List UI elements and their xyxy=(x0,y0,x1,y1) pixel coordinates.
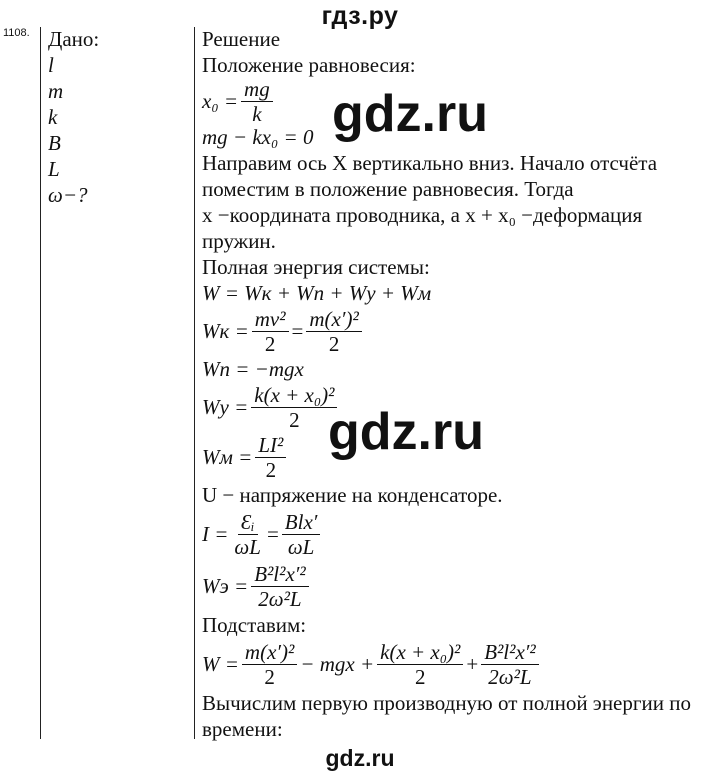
watermark: gdz.ru xyxy=(328,403,484,461)
i-fraction-1 xyxy=(231,510,264,559)
x0-denominator: k xyxy=(252,101,262,126)
equals-sign: = xyxy=(266,522,279,546)
wk-denominator-1: 2 xyxy=(264,331,276,356)
solution-heading: Решение xyxy=(202,27,281,51)
we-numerator: B²l²x′² xyxy=(251,562,308,587)
i-numerator-2: Blx′ xyxy=(282,510,321,535)
problem-number: 1108. xyxy=(3,27,30,39)
w-term-3-denominator: 2ω²L xyxy=(488,664,532,689)
text-line: поместим в положение равновесия. Тогда xyxy=(202,177,574,201)
wk-fraction-2 xyxy=(306,307,361,356)
x0-lhs: x₀ = xyxy=(202,89,239,113)
wm-fraction xyxy=(255,433,286,482)
given-label: Дано: xyxy=(48,27,100,51)
substitute-label: Подставим: xyxy=(202,613,307,637)
formula-w-total: W = Wк + Wп + Wу + Wм xyxy=(202,281,432,305)
w-term-2 xyxy=(377,640,463,689)
wy-numerator: k(x + x₀)² xyxy=(251,383,337,408)
we-denominator: 2ω²L xyxy=(258,586,302,611)
site-title: гдз.ру xyxy=(321,2,399,30)
site-footer: gdz.ru xyxy=(325,745,395,771)
formula-w-full xyxy=(202,638,712,690)
u-text: U − напряжение на конденсаторе. xyxy=(202,483,503,507)
text-line: пружин. xyxy=(202,229,276,253)
wk-numerator-1: mv² xyxy=(252,307,289,332)
formula-wk xyxy=(202,306,712,356)
i-numerator-1: Ɛᵢ xyxy=(238,510,258,535)
given-item: L xyxy=(48,157,60,181)
i-denominator-1: ωL xyxy=(234,534,261,559)
i-denominator-2: ωL xyxy=(287,534,315,559)
wm-lhs: Wм = xyxy=(202,445,253,469)
we-fraction xyxy=(251,562,308,611)
equals-sign: = xyxy=(291,319,304,343)
energy-label: Полная энергия системы: xyxy=(202,255,430,279)
formula-balance: mg − kx₀ = 0 xyxy=(202,125,314,149)
w-term-1 xyxy=(242,640,297,689)
column-divider xyxy=(194,27,195,739)
watermark: gdz.ru xyxy=(332,85,488,143)
wm-numerator: LI² xyxy=(255,433,286,458)
we-lhs: Wэ = xyxy=(202,574,249,598)
wk-denominator-2: 2 xyxy=(328,331,340,356)
formula-i xyxy=(202,508,712,560)
wk-lhs: Wк = xyxy=(202,319,249,343)
w-term-2-numerator: k(x + x₀)² xyxy=(377,640,463,665)
equilibrium-label: Положение равновесия: xyxy=(202,53,416,77)
formula-we xyxy=(202,560,712,612)
formula-wp: Wп = −mgx xyxy=(202,357,304,381)
given-item: l xyxy=(48,53,54,77)
wy-fraction xyxy=(251,383,337,432)
text-line: Вычислим первую производную от полной энергии по xyxy=(202,691,691,715)
w-term-1-numerator: m(x′)² xyxy=(242,640,297,665)
left-divider xyxy=(40,27,41,739)
i-lhs: I = xyxy=(202,522,229,546)
given-item: B xyxy=(48,131,61,155)
w-term-3 xyxy=(481,640,538,689)
w-term-1-denominator: 2 xyxy=(264,664,275,689)
w-lhs: W = xyxy=(202,652,239,676)
text-line: времени: xyxy=(202,717,283,741)
wk-numerator-2: m(x′)² xyxy=(306,307,361,332)
wm-denominator: 2 xyxy=(265,457,277,482)
given-item: k xyxy=(48,105,58,129)
given-column xyxy=(48,26,99,208)
x0-fraction xyxy=(241,77,273,126)
x0-numerator: mg xyxy=(241,77,273,102)
w-term-2-denominator: 2 xyxy=(414,664,426,689)
i-fraction-2 xyxy=(282,510,321,559)
given-item: m xyxy=(48,79,64,103)
wy-lhs: Wу = xyxy=(202,395,249,419)
wk-fraction-1 xyxy=(252,307,289,356)
w-term-3-numerator: B²l²x′² xyxy=(481,640,538,665)
given-item: ω−? xyxy=(48,183,88,207)
text-line: x −координата проводника, а x + x₀ −деформация xyxy=(202,203,643,227)
w-middle: − mgx + xyxy=(300,652,375,676)
plus-sign: + xyxy=(466,652,479,676)
text-line: Направим ось X вертикально вниз. Начало отсчёта xyxy=(202,151,658,175)
wy-denominator: 2 xyxy=(289,407,300,432)
